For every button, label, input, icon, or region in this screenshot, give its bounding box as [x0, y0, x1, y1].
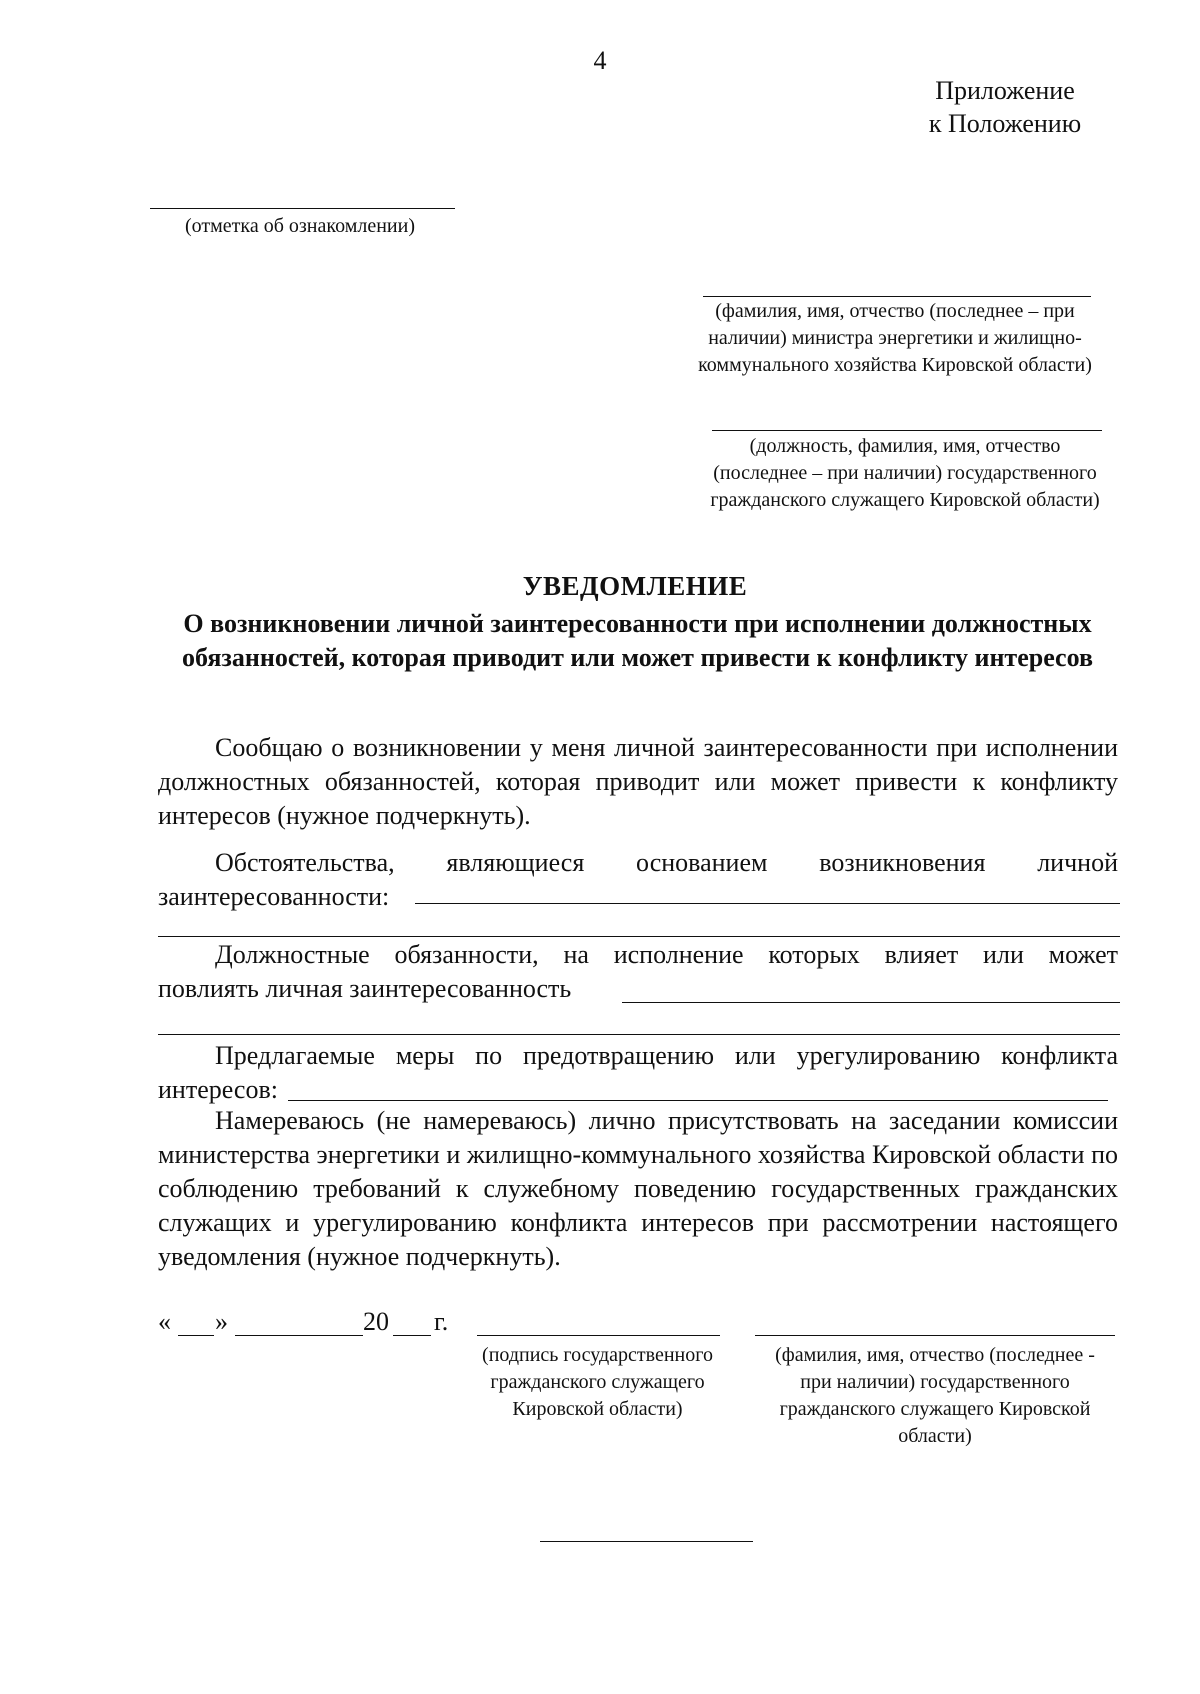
appendix-label	[880, 74, 1130, 140]
appendix-line-2: к Положению	[928, 109, 1082, 138]
date-quote-open: «	[158, 1307, 171, 1336]
date-year-line[interactable]	[393, 1335, 431, 1336]
signatory-fio-caption: (фамилия, имя, отчество (последнее - при наличии) государственного гражданского служащего Кировской области)	[775, 1344, 1095, 1447]
document-title: УВЕДОМЛЕНИЕ	[522, 571, 748, 601]
date-day-line[interactable]	[178, 1335, 214, 1336]
minister-fio-line	[703, 296, 1091, 297]
circumstances-fill-line-2[interactable]	[158, 936, 1120, 937]
signatory-fio-line[interactable]	[755, 1335, 1115, 1336]
minister-fio-caption: (фамилия, имя, отчество (последнее – при наличии) министра энергетики и жилищно-коммунального хозяйства Кировской области)	[698, 300, 1092, 376]
date-year-suffix: г.	[434, 1307, 449, 1336]
commission-attendance-text: Намереваюсь (не намереваюсь) лично присутствовать на заседании комиссии министерства энергетики и жилищно-коммунального хозяйства Кировской области по соблюдению требований к служебному поведению государственных гражданских служащих и урегулированию конфликта интересов при рассмотрении настоящего уведомления (нужное подчеркнуть).	[158, 1106, 1118, 1271]
circumstances-line-1: Обстоятельства, являющиеся основанием возникновения личной	[215, 848, 1118, 877]
circumstances-fill-line-1[interactable]	[415, 903, 1120, 904]
measures-fill-line[interactable]	[288, 1100, 1108, 1101]
paragraph-notification	[158, 731, 1118, 833]
servant-position-caption: (должность, фамилия, имя, отчество (последнее – при наличии) государственного гражданского служащего Кировской области)	[710, 435, 1100, 511]
date-quote-close: »	[215, 1307, 228, 1336]
paragraph-measures	[158, 1039, 1118, 1107]
circumstances-label: заинтересованности:	[158, 882, 390, 911]
paragraph-commission-attendance	[158, 1104, 1118, 1274]
signature-caption: (подпись государственного гражданского служащего Кировской области)	[482, 1344, 713, 1420]
duties-line-1: Должностные обязанности, на исполнение которых влияет или может	[215, 940, 1118, 969]
date-month-line[interactable]	[235, 1335, 363, 1336]
duties-fill-line-1[interactable]	[622, 1002, 1120, 1003]
end-separator-line	[540, 1541, 753, 1542]
servant-position-line	[712, 430, 1102, 431]
appendix-line-1: Приложение	[935, 76, 1075, 105]
duties-fill-line-2[interactable]	[158, 1034, 1120, 1035]
paragraph-duties	[158, 938, 1118, 1006]
measures-label: интересов:	[158, 1075, 278, 1104]
acquaintance-mark-caption: (отметка об ознакомлении)	[185, 215, 415, 237]
signature-line[interactable]	[477, 1335, 720, 1336]
page-number: 4	[593, 46, 607, 75]
measures-line-1: Предлагаемые меры по предотвращению или урегулированию конфликта	[215, 1041, 1118, 1070]
document-subtitle: О возникновении личной заинтересованности при исполнении должностных обязанностей, которая приводит или может привести к конфликту интересов	[182, 609, 1093, 672]
paragraph-notification-text: Сообщаю о возникновении у меня личной заинтересованности при исполнении должностных обязанностей, которая приводит или может привести к конфликту интересов (нужное подчеркнуть).	[158, 733, 1118, 830]
date-year-prefix: 20	[363, 1307, 389, 1336]
duties-label: повлиять личная заинтересованность	[158, 974, 572, 1003]
acquaintance-mark-line	[150, 208, 455, 209]
